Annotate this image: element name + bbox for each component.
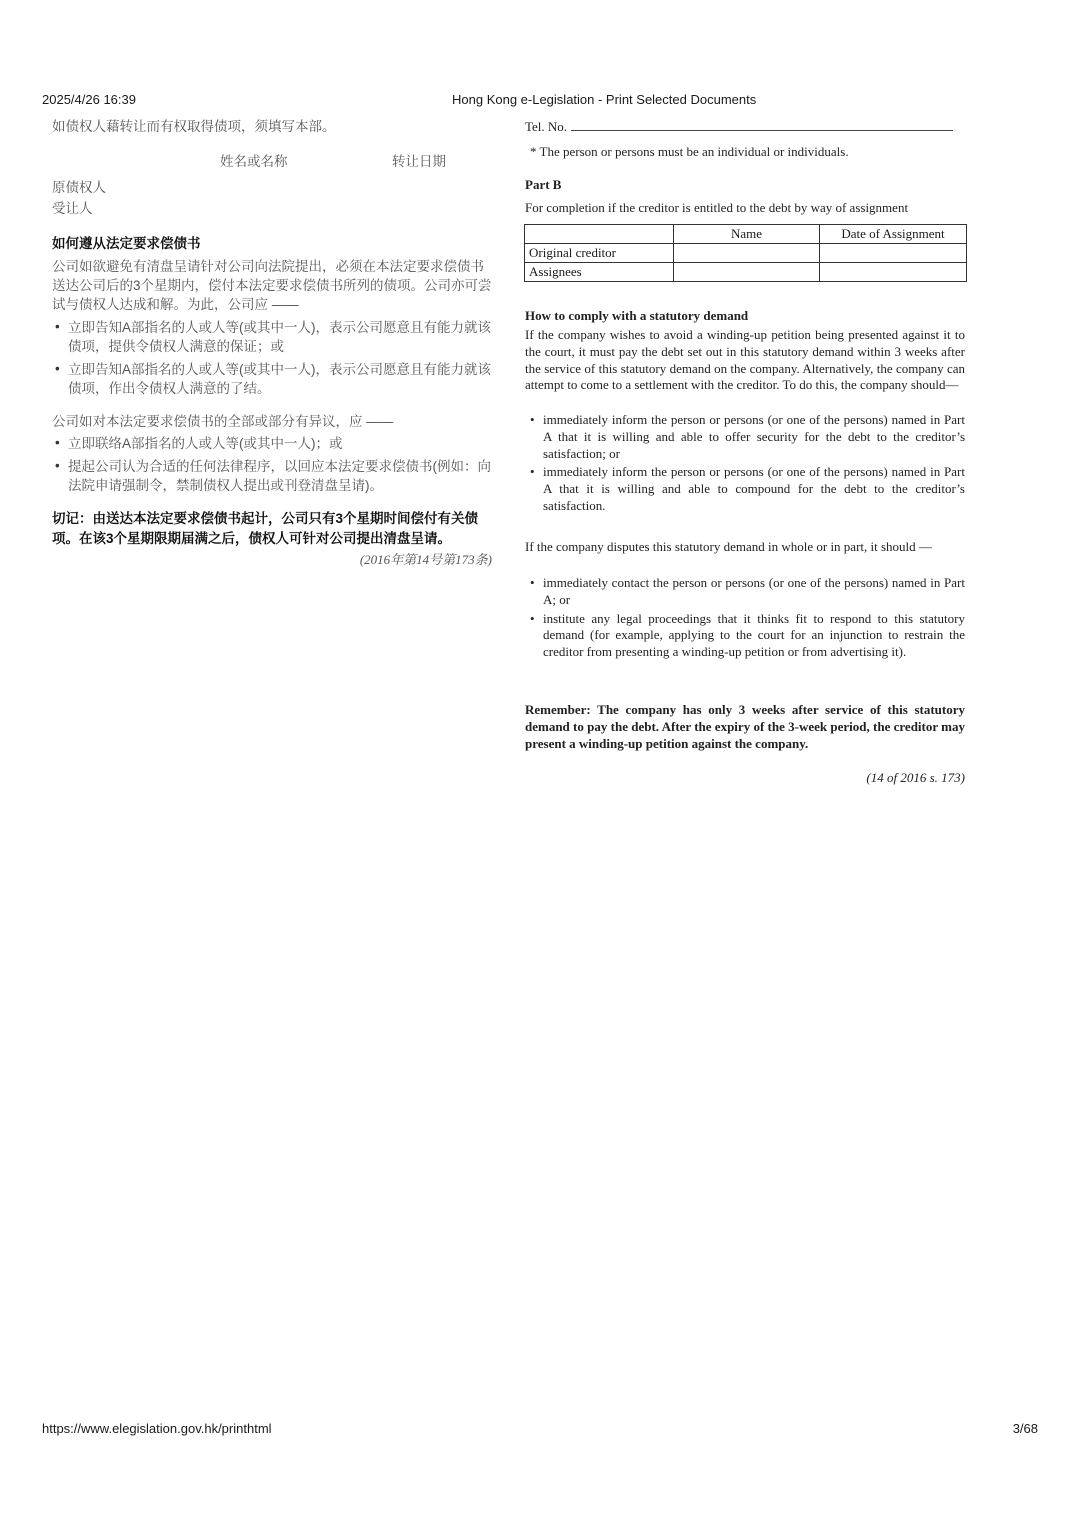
table-cell xyxy=(820,244,967,263)
comply-para: If the company wishes to avoid a winding-up petition being presented against it to the court, it must pay the debt set out in this statutory demand within 3 weeks after the service of this statutory demand on the company. Alternatively, the company can attempt to come to a settlement with the creditor. To do this, the company should— xyxy=(525,327,965,393)
zh-comply-item: • 立即告知A部指名的人或人等(或其中一人)，表示公司愿意且有能力就该债项，提供令债权人满意的保证；或 xyxy=(52,318,492,356)
table-cell xyxy=(674,244,820,263)
table-header-row xyxy=(525,225,967,244)
comply-item: • immediately inform the person or persons (or one of the persons) named in Part A that it is willing and able to compound for the debt to the creditor’s satisfaction. xyxy=(526,464,965,514)
table-row xyxy=(525,244,967,263)
zh-col-date: 转让日期 xyxy=(392,154,446,169)
table-header-blank xyxy=(525,225,674,244)
remember-note: Remember: The company has only 3 weeks after service of this statutory demand to pay the debt. After the expiry of the 3-week period, the creditor may present a winding-up petition against the company. xyxy=(525,702,965,751)
zh-comply-heading: 如何遵从法定要求偿债书 xyxy=(52,236,201,251)
table-header-date: Date of Assignment xyxy=(820,225,967,244)
part-b-intro: For completion if the creditor is entitled to the debt by way of assignment xyxy=(525,200,909,215)
print-title: Hong Kong e-Legislation - Print Selected Documents xyxy=(452,92,757,107)
comply-list xyxy=(526,412,965,517)
assignment-table xyxy=(524,224,967,282)
zh-row-assignee: 受让人 xyxy=(52,201,93,216)
zh-row-original: 原债权人 xyxy=(52,180,106,195)
print-datetime: 2025/4/26 16:39 xyxy=(42,92,136,107)
table-row-label: Assignees xyxy=(525,263,674,282)
zh-col-name: 姓名或名称 xyxy=(220,154,288,169)
footnote: * The person or persons must be an individual or individuals. xyxy=(530,144,849,159)
part-b-heading: Part B xyxy=(525,177,562,192)
zh-comply-list xyxy=(52,318,492,402)
page-number: 3/68 xyxy=(1012,1421,1038,1436)
comply-item: • immediately inform the person or persons (or one of the persons) named in Part A that it is willing and able to offer security for the debt to the creditor’s satisfaction; or xyxy=(526,412,965,462)
tel-blank xyxy=(571,118,953,131)
table-row xyxy=(525,263,967,282)
dispute-para: If the company disputes this statutory demand in whole or in part, it should — xyxy=(525,539,932,554)
zh-dispute-para: 公司如对本法定要求偿债书的全部或部分有异议，应 —— xyxy=(52,414,394,429)
print-url: https://www.elegislation.gov.hk/printhtml xyxy=(42,1421,272,1436)
zh-comply-item: • 立即告知A部指名的人或人等(或其中一人)，表示公司愿意且有能力就该债项，作出令债权人满意的了结。 xyxy=(52,360,492,398)
zh-dispute-item: • 立即联络A部指名的人或人等(或其中一人)；或 xyxy=(52,434,492,453)
tel-line xyxy=(525,118,965,136)
reference: (14 of 2016 s. 173) xyxy=(866,770,965,785)
zh-assign-intro: 如债权人藉转让而有权取得债项，须填写本部。 xyxy=(52,119,336,134)
tel-label: Tel. No. xyxy=(525,119,568,134)
dispute-item: • institute any legal proceedings that it thinks fit to respond to this statutory demand (for example, applying to the court for an injunction to restrain the creditor from presenting a winding-up petition or from advertising it). xyxy=(526,611,965,661)
zh-remember: 切记：由送达本法定要求偿债书起计，公司只有3个星期时间偿付有关债项。在该3个星期限期届满之后，债权人可针对公司提出清盘呈请。 xyxy=(52,511,479,546)
zh-reference: (2016年第14号第173条) xyxy=(359,552,492,567)
zh-dispute-list xyxy=(52,434,492,499)
table-row-label: Original creditor xyxy=(525,244,674,263)
dispute-item: • immediately contact the person or persons (or one of the persons) named in Part A; or xyxy=(526,575,965,609)
table-cell xyxy=(820,263,967,282)
table-cell xyxy=(674,263,820,282)
dispute-list xyxy=(526,575,965,663)
table-header-name: Name xyxy=(674,225,820,244)
zh-comply-para: 公司如欲避免有清盘呈请针对公司向法院提出，必须在本法定要求偿债书送达公司后的3个星期内，偿付本法定要求偿债书所列的债项。公司亦可尝试与债权人达成和解。为此，公司应 —— xyxy=(52,259,492,312)
zh-dispute-item: • 提起公司认为合适的任何法律程序，以回应本法定要求偿债书(例如：向法院申请强制令，禁制债权人提出或刊登清盘呈请)。 xyxy=(52,457,492,495)
comply-heading: How to comply with a statutory demand xyxy=(525,308,749,323)
